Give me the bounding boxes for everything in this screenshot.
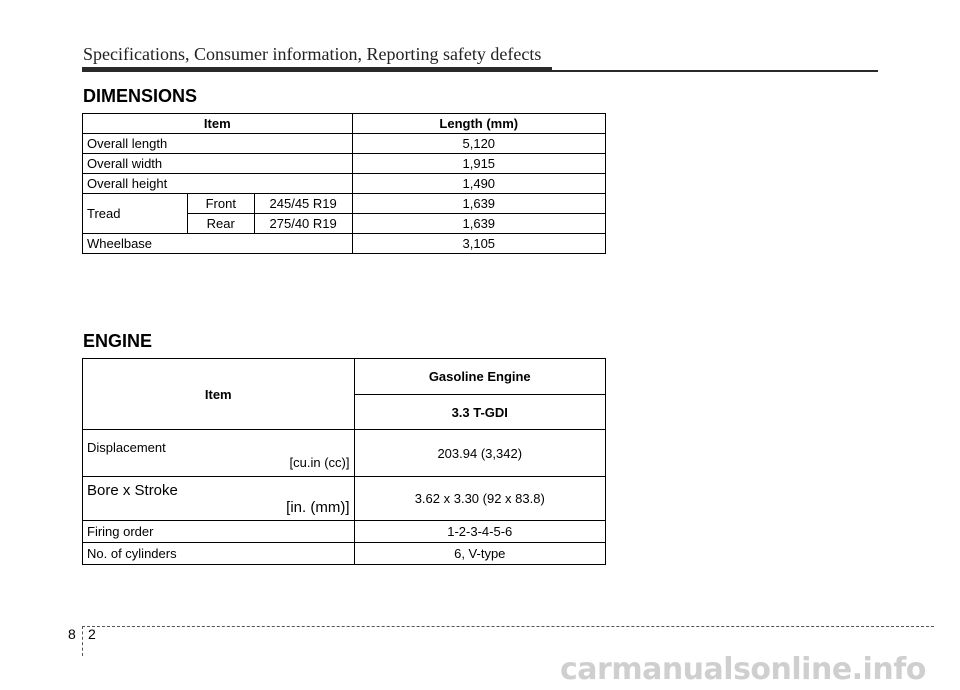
- column-header-length: Length (mm): [352, 114, 605, 134]
- row-unit: [cu.in (cc)]: [289, 454, 350, 470]
- column-header-variant: 3.3 T-GDI: [354, 395, 606, 430]
- table-row: [83, 154, 606, 174]
- tread-rear-tire: 275/40 R19: [254, 214, 352, 234]
- row-label: No. of cylinders: [83, 543, 355, 565]
- row-label: Overall height: [83, 174, 353, 194]
- dimensions-table: [82, 113, 606, 254]
- page-number-chapter: 8: [68, 626, 76, 642]
- page-number-page: 2: [88, 626, 96, 642]
- row-label: Overall length: [83, 134, 353, 154]
- table-row: [83, 194, 606, 214]
- table-header-row: [83, 359, 606, 395]
- header-rule-thin: [552, 70, 878, 72]
- table-header-row: [83, 114, 606, 134]
- tread-rear-label: Rear: [187, 214, 254, 234]
- row-label: Bore x Stroke: [87, 481, 178, 499]
- row-label: Wheelbase: [83, 234, 353, 254]
- row-value: 3,105: [352, 234, 605, 254]
- row-label-displacement: [83, 430, 355, 477]
- row-value: 1-2-3-4-5-6: [354, 521, 606, 543]
- row-value: 6, V-type: [354, 543, 606, 565]
- page-header-title: Specifications, Consumer information, Reporting safety defects: [83, 44, 542, 64]
- column-header-item: Item: [83, 359, 355, 430]
- table-row: [83, 174, 606, 194]
- header-rule-thick: [82, 67, 552, 72]
- table-row: [83, 134, 606, 154]
- tread-front-tire: 245/45 R19: [254, 194, 352, 214]
- row-value: 1,915: [352, 154, 605, 174]
- row-label-tread: Tread: [83, 194, 188, 234]
- table-row: [83, 521, 606, 543]
- row-label: Overall width: [83, 154, 353, 174]
- dimensions-title: DIMENSIONS: [83, 86, 198, 106]
- row-value: 5,120: [352, 134, 605, 154]
- footer-page-divider: [82, 626, 83, 656]
- row-value: 3.62 x 3.30 (92 x 83.8): [354, 477, 606, 521]
- table-row: [83, 543, 606, 565]
- row-label: Firing order: [83, 521, 355, 543]
- watermark: carmanualsonline.info: [560, 652, 926, 687]
- tread-front-label: Front: [187, 194, 254, 214]
- row-unit: [in. (mm)]: [286, 498, 350, 516]
- column-header-engine: Gasoline Engine: [354, 359, 606, 395]
- row-label: Displacement: [87, 439, 166, 455]
- footer-rule: [82, 626, 934, 627]
- row-label-bore-stroke: [83, 477, 355, 521]
- engine-title: ENGINE: [83, 331, 153, 351]
- tread-rear-value: 1,639: [352, 214, 605, 234]
- column-header-item: Item: [83, 114, 353, 134]
- engine-table: [82, 358, 606, 565]
- table-row: [83, 430, 606, 477]
- table-row: [83, 477, 606, 521]
- tread-front-value: 1,639: [352, 194, 605, 214]
- row-value: 1,490: [352, 174, 605, 194]
- row-value: 203.94 (3,342): [354, 430, 606, 477]
- table-row: [83, 234, 606, 254]
